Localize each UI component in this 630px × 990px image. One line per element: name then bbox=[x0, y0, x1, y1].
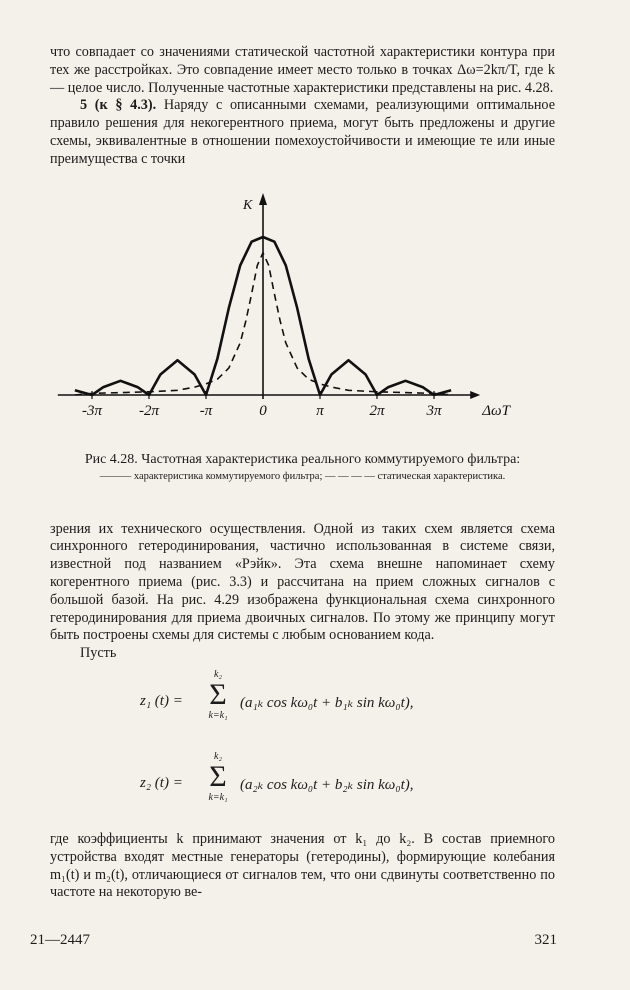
x-tick-label: 2π bbox=[369, 402, 385, 419]
section-ref: 5 (к § 4.3). bbox=[80, 97, 157, 114]
x-tick-label: 0 bbox=[259, 402, 267, 419]
figure-caption: Рис 4.28. Частотная характеристика реального коммутируемого фильтра: bbox=[84, 451, 521, 467]
frequency-response-chart bbox=[50, 193, 555, 449]
figure-legend: ——— характеристика коммутируемого фильтра; — — — — статическая характеристика. bbox=[99, 470, 506, 482]
sum-upper-limit: k₂ bbox=[214, 668, 222, 680]
sum-lower-limit: k=k₁ bbox=[208, 709, 228, 721]
y-axis-label: K bbox=[243, 197, 253, 213]
paragraph-4: Пусть bbox=[80, 645, 117, 662]
paragraph-5: где коэффициенты k принимают значения от k₁ до k₂. В состав приемного устройства входят местные генераторы (гетеродины), формирующие колебания m₁(t) и m₂(t), отличающиеся от сигналов тем, что они сдвинуты соответственно по частоте на некоторую ве- bbox=[50, 830, 555, 901]
x-tick-label: -2π bbox=[138, 402, 160, 419]
paragraph-2 bbox=[50, 97, 555, 168]
formula-z2-lhs: z₂ (t) = bbox=[140, 774, 183, 791]
x-tick-label: π bbox=[316, 402, 324, 419]
page-number: 321 bbox=[534, 932, 557, 948]
formula-z1 bbox=[50, 667, 555, 749]
sum-sign: Σ bbox=[209, 677, 227, 711]
figure-4-28 bbox=[50, 193, 555, 449]
formula-z1-lhs: z₁ (t) = bbox=[140, 692, 183, 709]
formula-z2 bbox=[50, 749, 555, 831]
x-tick-label: 3π bbox=[426, 402, 442, 419]
page-body bbox=[50, 44, 555, 902]
formula-z2-rhs: (a₂ₖ cos kω₀t + b₂ₖ sin kω₀t), bbox=[240, 776, 414, 793]
paragraph-3: зрения их технического осуществления. Одной из таких схем является схема синхронного гетеродинирования, частично использованная в системе связи, известной под названием «Рэйк». Эта схема внешне напоминает схему когерентного приема (рис. 3.3) и рассчитана на прием сложных сигналов с большой базой. На рис. 4.29 изображена функциональная схема синхронного гетеродинирования для приема двоичных сигналов. По этому же принципу могут быть построены схемы для системы с любым основанием кода. bbox=[50, 520, 555, 644]
formula-z1-rhs: (a₁ₖ cos kω₀t + b₁ₖ sin kω₀t), bbox=[240, 694, 414, 711]
sum-lower-limit: k=k₁ bbox=[208, 791, 228, 803]
x-tick-label: -π bbox=[199, 402, 213, 419]
paragraph-2-text: Наряду с описанными схемами, реализующими оптимальное правило решения для некогерентного приема, могут быть предложены и другие схемы, эквивалентные в отношении помехоустойчивости и имеющие те или иные преимущества с точки bbox=[50, 97, 555, 167]
x-tick-label: -3π bbox=[81, 402, 103, 419]
formula-z1-sum bbox=[202, 669, 234, 721]
sum-sign: Σ bbox=[209, 759, 227, 793]
print-signature: 21—2447 bbox=[30, 932, 90, 948]
y-axis-arrow bbox=[259, 193, 267, 205]
sum-upper-limit: k₂ bbox=[214, 750, 222, 762]
paragraph-1: что совпадает со значениями статической частотной характеристики контура при тех же расстройках. Это совпадение имеет место только в точках Δω=2kπ/T, где k — целое число. Полученные частотные характеристики представлены на рис. 4.28. bbox=[50, 44, 555, 96]
formula-z2-sum bbox=[202, 751, 234, 803]
x-axis-arrow bbox=[470, 391, 480, 399]
x-axis-label: ΔωT bbox=[482, 402, 510, 419]
